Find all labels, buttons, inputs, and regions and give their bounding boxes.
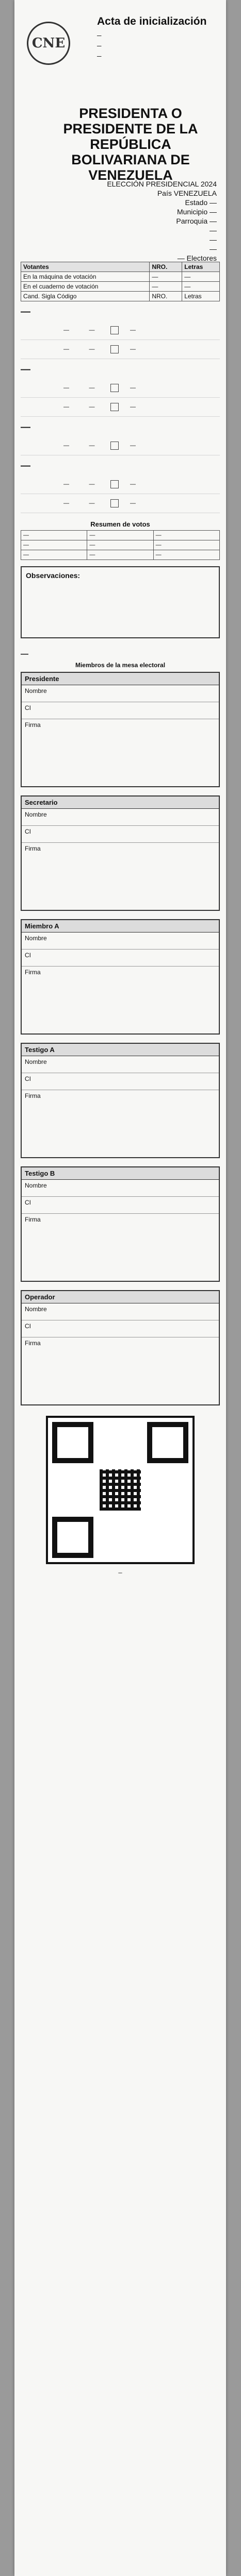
candidate-vote-letras: — [128, 494, 220, 513]
signature-firma-label: Firma [25, 721, 41, 728]
signature-box [21, 1043, 220, 1158]
acta-timestamp: — [97, 53, 102, 61]
checkbox-icon [110, 499, 119, 507]
signature-nombre-label: Nombre [22, 1180, 219, 1197]
acta-meta [97, 15, 221, 63]
signature-ci-label: CI [22, 1320, 219, 1337]
summary-row [21, 550, 220, 560]
votantes-table [21, 262, 220, 301]
votantes-col-label: Votantes [21, 262, 150, 272]
candidate-vote-box [108, 379, 128, 398]
election-direccion: — [210, 235, 217, 244]
candidate-group [21, 364, 220, 417]
checkbox-icon [110, 480, 119, 488]
votantes-header-row [21, 262, 220, 272]
signature-firma-label: Firma [25, 845, 41, 852]
signature-firma-label: Firma [25, 969, 41, 976]
candidate-row [21, 398, 220, 417]
candidate-vote-box [108, 475, 128, 494]
candidate-table [21, 475, 220, 513]
cand-header-sigla: Sigla [41, 293, 56, 300]
candidate-row [21, 494, 220, 513]
summary-nro: — [87, 540, 153, 550]
signature-box [21, 1166, 220, 1282]
summary-nro: — [87, 531, 153, 540]
signature-box [21, 919, 220, 1035]
summary-section [14, 520, 226, 560]
election-electores: — Electores [177, 254, 217, 262]
summary-row [21, 540, 220, 550]
candidates-list [14, 307, 226, 513]
candidate-party-sigla: — [21, 436, 75, 455]
candidate-vote-count: — [75, 321, 108, 340]
signature-nombre-label: Nombre [22, 809, 219, 826]
candidate-row [21, 340, 220, 359]
firmas-note: — [21, 650, 28, 658]
qr-section [14, 1416, 226, 1577]
signature-ci-label: CI [22, 950, 219, 967]
candidate-vote-letras: — [128, 436, 220, 455]
checkbox-icon [110, 442, 119, 450]
candidate-vote-count: — [75, 436, 108, 455]
acta-title: Acta de inicialización [97, 15, 207, 27]
signature-role: Testigo A [22, 1044, 219, 1056]
votantes-row-label: En la máquina de votación [21, 272, 150, 282]
qr-finder-top-right [147, 1422, 188, 1463]
signature-role: Presidente [22, 673, 219, 685]
summary-letras: — [153, 531, 219, 540]
votantes-row-letras: — [182, 272, 220, 282]
summary-letras: — [153, 550, 219, 560]
votantes-row-nro: — [150, 272, 182, 282]
candidate-vote-count: — [75, 398, 108, 417]
cand-header-letras: Letras [182, 292, 220, 301]
votantes-row [21, 272, 220, 282]
candidate-vote-box [108, 436, 128, 455]
candidate-row [21, 475, 220, 494]
checkbox-icon [110, 403, 119, 411]
signature-ci-label: CI [22, 1197, 219, 1214]
firmas-section [14, 650, 226, 1405]
candidate-table [21, 379, 220, 417]
signature-role: Secretario [22, 796, 219, 809]
acta-id-line: — [97, 32, 102, 40]
summary-nro: — [87, 550, 153, 560]
firmas-subtitle: Miembros de la mesa electoral [75, 662, 166, 669]
election-name: ELECCIÓN PRESIDENCIAL 2024 [107, 180, 217, 188]
signature-box [21, 672, 220, 787]
candidate-name: — [21, 461, 30, 471]
qr-code [46, 1416, 195, 1564]
candidate-vote-letras: — [128, 379, 220, 398]
candidate-name: — [21, 364, 30, 375]
candidate-vote-count: — [75, 340, 108, 359]
election-pais: País VENEZUELA [157, 189, 217, 197]
candidate-vote-count: — [75, 379, 108, 398]
candidate-group [21, 422, 220, 455]
election-municipio: Municipio — [176, 208, 217, 216]
acta-hash: — [118, 1569, 122, 1577]
summary-title: Resumen de votos [90, 520, 150, 528]
votantes-row-nro: — [150, 282, 182, 292]
candidate-vote-letras: — [128, 475, 220, 494]
votantes-row-label: En el cuaderno de votación [21, 282, 150, 292]
signature-list [21, 672, 220, 1405]
checkbox-icon [110, 326, 119, 334]
candidate-party-sigla: — [21, 398, 75, 417]
candidate-table [21, 436, 220, 455]
summary-label: — [21, 550, 87, 560]
candidate-group [21, 307, 220, 359]
election-parroquia: Parroquia — [176, 217, 217, 225]
candidate-vote-letras: — [128, 340, 220, 359]
candidate-vote-box [108, 398, 128, 417]
signature-ci-label: CI [22, 702, 219, 719]
signature-nombre-label: Nombre [22, 933, 219, 950]
candidate-vote-letras: — [128, 321, 220, 340]
summary-row [21, 531, 220, 540]
cne-logo-mark-icon: CNE [31, 36, 66, 51]
acta-header [14, 0, 226, 262]
cne-logo [27, 22, 70, 65]
candidate-vote-box [108, 321, 128, 340]
votantes-row [21, 282, 220, 292]
candidate-vote-box [108, 340, 128, 359]
candidate-row [21, 379, 220, 398]
checkbox-icon [110, 345, 119, 353]
votantes-section [14, 262, 226, 301]
signature-role: Miembro A [22, 920, 219, 933]
signature-role: Testigo B [22, 1167, 219, 1180]
candidate-row [21, 321, 220, 340]
candidate-group [21, 461, 220, 513]
signature-nombre-label: Nombre [22, 1056, 219, 1073]
signature-firma-label: Firma [25, 1340, 41, 1347]
observaciones-box [21, 566, 220, 638]
candidate-party-sigla: — [21, 379, 75, 398]
cand-header-cand: Cand. [23, 293, 40, 300]
summary-letras: — [153, 540, 219, 550]
election-centro: — [210, 226, 217, 234]
candidate-row [21, 436, 220, 455]
votantes-col-letras: Letras [182, 262, 220, 272]
summary-table [21, 530, 220, 560]
signature-ci-label: CI [22, 1073, 219, 1090]
candidate-vote-letras: — [128, 398, 220, 417]
election-title: PRESIDENTA O PRESIDENTE DE LA REPÚBLICA BOLIVARIANA DE VENEZUELA [63, 106, 198, 183]
cand-header [21, 292, 150, 301]
summary-label: — [21, 540, 87, 550]
election-mesa: — [210, 245, 217, 253]
signature-firma-label: Firma [25, 1216, 41, 1223]
cand-header-codigo: Código [57, 293, 77, 300]
candidate-party-sigla: — [21, 475, 75, 494]
checkbox-icon [110, 384, 119, 392]
signature-nombre-label: Nombre [22, 1303, 219, 1320]
observaciones-section [14, 566, 226, 638]
cand-header-row [21, 292, 220, 301]
qr-modules [100, 1469, 141, 1511]
votantes-col-nro: NRO. [150, 262, 182, 272]
votantes-row-letras: — [182, 282, 220, 292]
cand-header-nro: NRO. [150, 292, 182, 301]
summary-label: — [21, 531, 87, 540]
qr-finder-top-left [52, 1422, 93, 1463]
candidate-party-sigla: — [21, 321, 75, 340]
candidate-party-sigla: — [21, 340, 75, 359]
candidate-table [21, 321, 220, 359]
signature-nombre-label: Nombre [22, 685, 219, 702]
signature-firma-label: Firma [25, 1092, 41, 1099]
candidate-name: — [21, 422, 30, 433]
candidate-vote-count: — [75, 494, 108, 513]
candidate-vote-count: — [75, 475, 108, 494]
acta-serial: — [97, 42, 102, 50]
acta-paper [14, 0, 226, 2576]
observaciones-label: Observaciones: [26, 571, 81, 580]
signature-role: Operador [22, 1291, 219, 1303]
signature-box [21, 795, 220, 911]
qr-finder-bottom-left [52, 1517, 93, 1558]
signature-ci-label: CI [22, 826, 219, 843]
signature-box [21, 1290, 220, 1405]
candidate-party-sigla: — [21, 494, 75, 513]
election-details [92, 179, 217, 263]
candidate-vote-box [108, 494, 128, 513]
candidate-name: — [21, 307, 30, 317]
election-estado: Estado — [185, 198, 217, 207]
